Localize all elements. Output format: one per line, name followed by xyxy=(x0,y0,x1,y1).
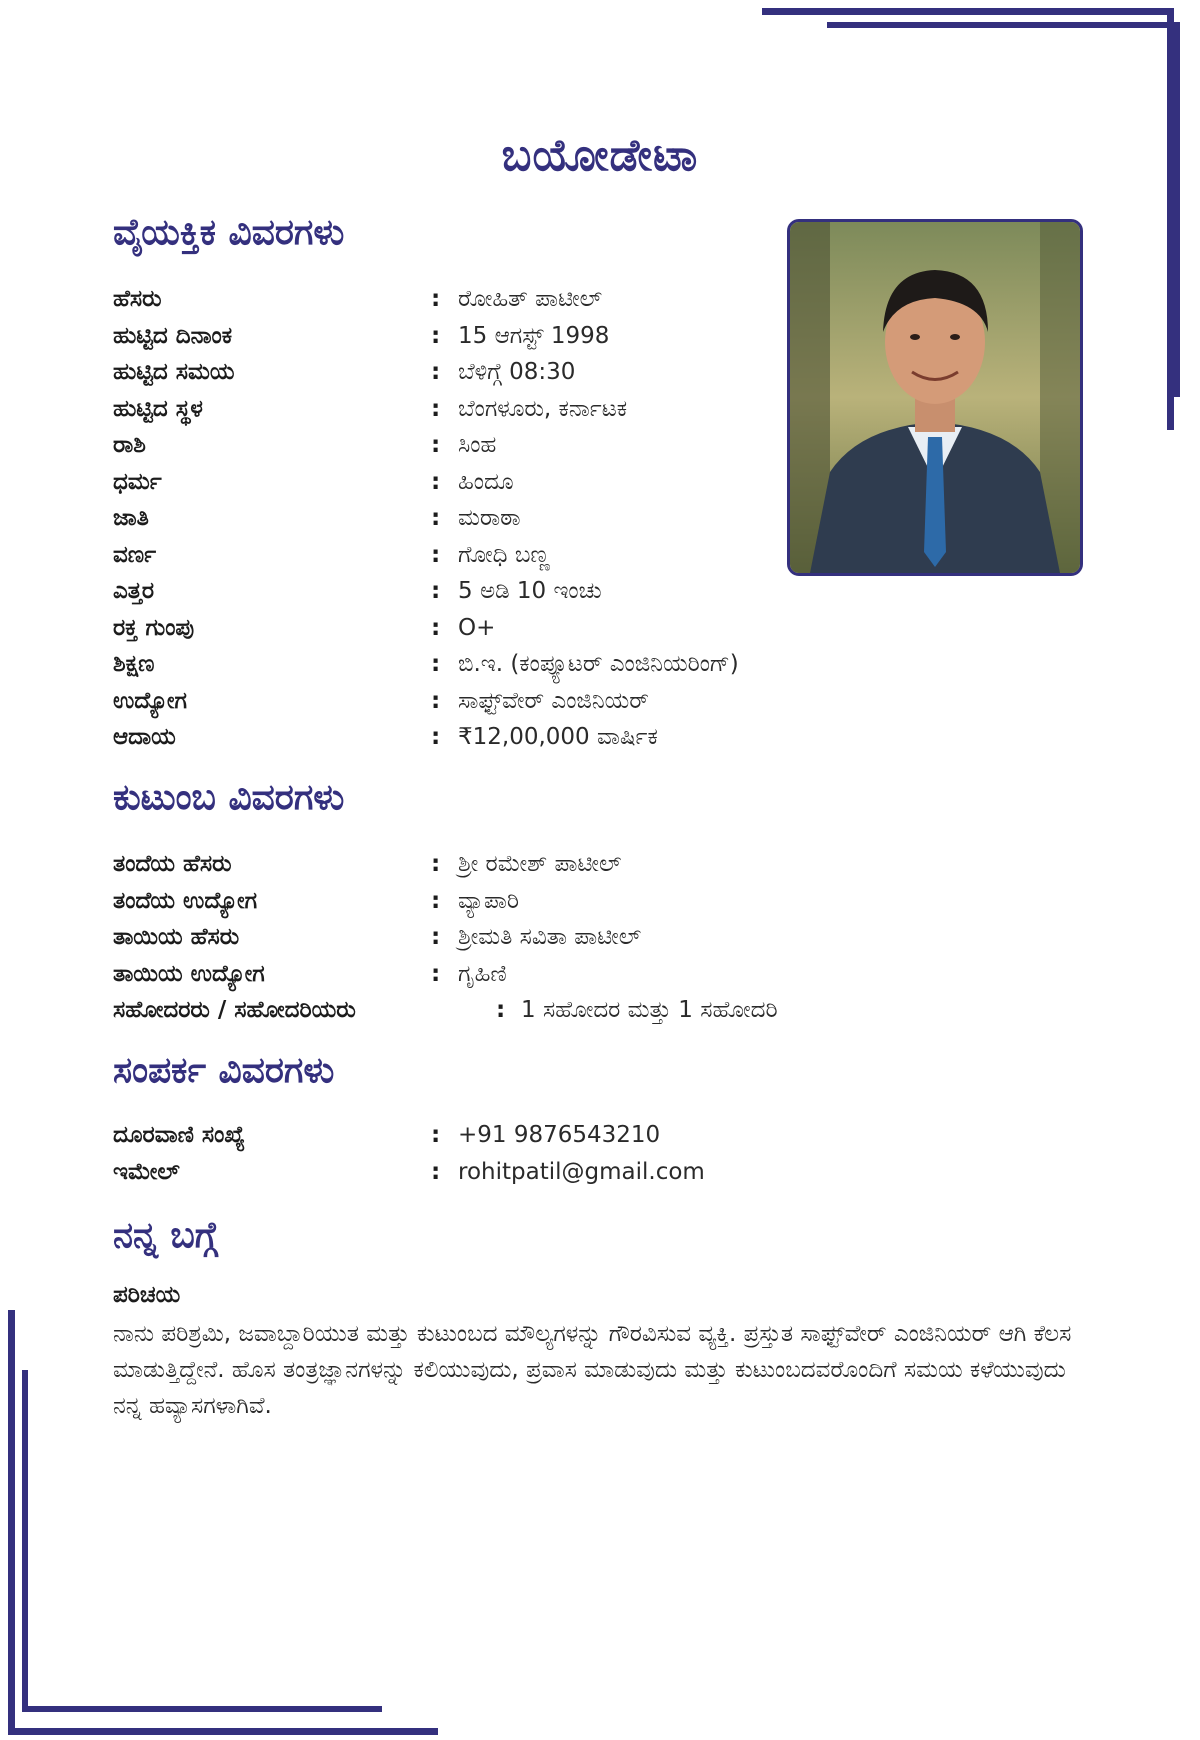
detail-row xyxy=(113,992,1013,1028)
detail-label: ಎತ್ತರ xyxy=(113,578,155,604)
detail-label: ಹುಟ್ಟಿದ ಸ್ಥಳ xyxy=(113,395,203,422)
detail-value: 15 ಆಗಸ್ಟ್ 1998 xyxy=(458,322,610,349)
bottom-corner-bar-inner xyxy=(22,1706,382,1712)
detail-label: ಆದಾಯ xyxy=(113,724,176,750)
detail-colon: : xyxy=(431,468,441,495)
detail-label: ಶಿಕ್ಷಣ xyxy=(113,651,155,677)
detail-value: rohitpatil@gmail.com xyxy=(458,1158,705,1185)
detail-label: ಸಹೋದರರು / ಸಹೋದರಿಯರು xyxy=(113,997,356,1023)
top-corner-vertical-inner xyxy=(1174,22,1180,397)
detail-value: ಸಾಫ್ಟ್‌ವೇರ್ ಎಂಜಿನಿಯರ್ xyxy=(458,687,649,714)
detail-label: ರಾಶಿ xyxy=(113,432,146,458)
detail-row xyxy=(113,391,1013,427)
detail-colon: : xyxy=(431,1158,441,1185)
detail-colon: : xyxy=(431,395,441,422)
detail-colon: : xyxy=(496,997,506,1023)
detail-value: O+ xyxy=(458,614,496,641)
detail-colon: : xyxy=(431,578,441,604)
detail-value: ರೋಹಿತ್ ಪಾಟೀಲ್ xyxy=(458,286,603,312)
page-title: ಬಯೋಡೇಟಾ xyxy=(501,130,699,181)
detail-value: ಶ್ರೀ ರಮೇಶ್ ಪಾಟೀಲ್ xyxy=(458,851,622,877)
detail-colon: : xyxy=(431,505,441,531)
detail-row xyxy=(113,610,1013,646)
detail-row xyxy=(113,846,1013,882)
detail-row xyxy=(113,683,1013,719)
detail-colon: : xyxy=(431,432,441,458)
detail-row xyxy=(113,427,1013,463)
detail-colon: : xyxy=(431,724,441,750)
top-corner-vertical-outer xyxy=(1167,8,1174,430)
detail-label: ಹುಟ್ಟಿದ ಸಮಯ xyxy=(113,359,235,385)
detail-colon: : xyxy=(431,960,441,987)
detail-row xyxy=(113,719,1013,755)
detail-row xyxy=(113,1117,1013,1153)
bottom-corner-vertical-inner xyxy=(22,1370,28,1712)
about-subheading: ಪರಿಚಯ xyxy=(113,1282,181,1308)
section-title-family: ಕುಟುಂಬ ವಿವರಗಳು xyxy=(113,777,345,818)
detail-value: ಗೋಧಿ ಬಣ್ಣ xyxy=(458,541,550,568)
detail-label: ಧರ್ಮ xyxy=(113,468,162,495)
detail-label: ತಾಯಿಯ ಉದ್ಯೋಗ xyxy=(113,960,265,987)
top-corner-bar-outer xyxy=(762,8,1174,15)
detail-value: ವ್ಯಾಪಾರಿ xyxy=(458,887,520,914)
detail-label: ತಂದೆಯ ಹೆಸರು xyxy=(113,851,232,877)
detail-row xyxy=(113,464,1013,500)
detail-value: ಬಿ.ಇ. (ಕಂಪ್ಯೂಟರ್ ಎಂಜಿನಿಯರಿಂಗ್) xyxy=(458,651,739,677)
detail-colon: : xyxy=(431,924,441,950)
section-title-contact: ಸಂಪರ್ಕ ವಿವರಗಳು xyxy=(113,1050,335,1091)
detail-value: ಶ್ರೀಮತಿ ಸವಿತಾ ಪಾಟೀಲ್ xyxy=(458,924,642,950)
detail-value: ಗೃಹಿಣಿ xyxy=(458,960,507,987)
detail-colon: : xyxy=(431,687,441,714)
detail-colon: : xyxy=(431,851,441,877)
detail-label: ಜಾತಿ xyxy=(113,505,149,531)
detail-colon: : xyxy=(431,322,441,349)
detail-colon: : xyxy=(431,1122,441,1148)
detail-label: ಇಮೇಲ್ xyxy=(113,1158,180,1185)
detail-label: ರಕ್ತ ಗುಂಪು xyxy=(113,614,195,641)
detail-row xyxy=(113,500,1013,536)
detail-value: ಬೆಂಗಳೂರು, ಕರ್ನಾಟಕ xyxy=(458,395,628,422)
detail-colon: : xyxy=(431,651,441,677)
detail-value: ಮರಾಠಾ xyxy=(458,505,521,531)
detail-value: 5 ಅಡಿ 10 ಇಂಚು xyxy=(458,578,602,604)
detail-row xyxy=(113,883,1013,919)
section-title-personal: ವೈಯಕ್ತಿಕ ವಿವರಗಳು xyxy=(113,212,345,253)
detail-value: ಬೆಳಿಗ್ಗೆ 08:30 xyxy=(458,359,576,385)
detail-row xyxy=(113,1154,1013,1190)
detail-colon: : xyxy=(431,286,441,312)
detail-colon: : xyxy=(431,541,441,568)
detail-label: ತಂದೆಯ ಉದ್ಯೋಗ xyxy=(113,887,258,914)
detail-value: ಹಿಂದೂ xyxy=(458,468,514,495)
detail-value: ಸಿಂಹ xyxy=(458,432,497,458)
detail-row xyxy=(113,537,1013,573)
detail-colon: : xyxy=(431,614,441,641)
section-title-about: ನನ್ನ ಬಗ್ಗೆ xyxy=(113,1215,218,1256)
detail-label: ವರ್ಣ xyxy=(113,541,156,568)
detail-value: ₹12,00,000 ವಾರ್ಷಿಕ xyxy=(458,724,658,750)
bottom-corner-vertical-outer xyxy=(8,1310,15,1735)
top-corner-horizontal-inner xyxy=(827,22,1180,28)
detail-row xyxy=(113,318,1013,354)
detail-row xyxy=(113,956,1013,992)
bottom-corner-bar-outer xyxy=(8,1728,438,1735)
detail-label: ಹೆಸರು xyxy=(113,286,162,312)
detail-row xyxy=(113,573,1013,609)
about-paragraph: ನಾನು ಪರಿಶ್ರಮಿ, ಜವಾಬ್ದಾರಿಯುತ ಮತ್ತು ಕುಟುಂಬದ ಮೌಲ್ಯಗಳನ್ನು ಗೌರವಿಸುವ ವ್ಯಕ್ತಿ. ಪ್ರಸ್ತುತ ಸಾಫ್ಟ್‌ವೇರ್ ಎಂಜಿನಿಯರ್ ಆಗಿ ಕೆಲಸ ಮಾಡುತ್ತಿದ್ದೇನೆ. ಹೊಸ ತಂತ್ರಜ್ಞಾನಗಳನ್ನು ಕಲಿಯುವುದು, ಪ್ರವಾಸ ಮಾಡುವುದು ಮತ್ತು ಕುಟುಂಬದವರೊಂದಿಗೆ ಸಮಯ ಕಳೆಯುವುದು ನನ್ನ ಹವ್ಯಾಸಗಳಾಗಿವೆ. xyxy=(113,1321,1072,1419)
detail-value: 1 ಸಹೋದರ ಮತ್ತು 1 ಸಹೋದರಿ xyxy=(521,997,778,1023)
detail-colon: : xyxy=(431,359,441,385)
detail-label: ದೂರವಾಣಿ ಸಂಖ್ಯೆ xyxy=(113,1122,246,1148)
detail-label: ಉದ್ಯೋಗ xyxy=(113,687,187,714)
detail-value: +91 9876543210 xyxy=(458,1122,661,1148)
detail-label: ಹುಟ್ಟಿದ ದಿನಾಂಕ xyxy=(113,322,233,349)
detail-row xyxy=(113,354,1013,390)
detail-row xyxy=(113,646,1013,682)
detail-colon: : xyxy=(431,887,441,914)
detail-row xyxy=(113,919,1013,955)
detail-row xyxy=(113,281,1013,317)
detail-label: ತಾಯಿಯ ಹೆಸರು xyxy=(113,924,240,950)
